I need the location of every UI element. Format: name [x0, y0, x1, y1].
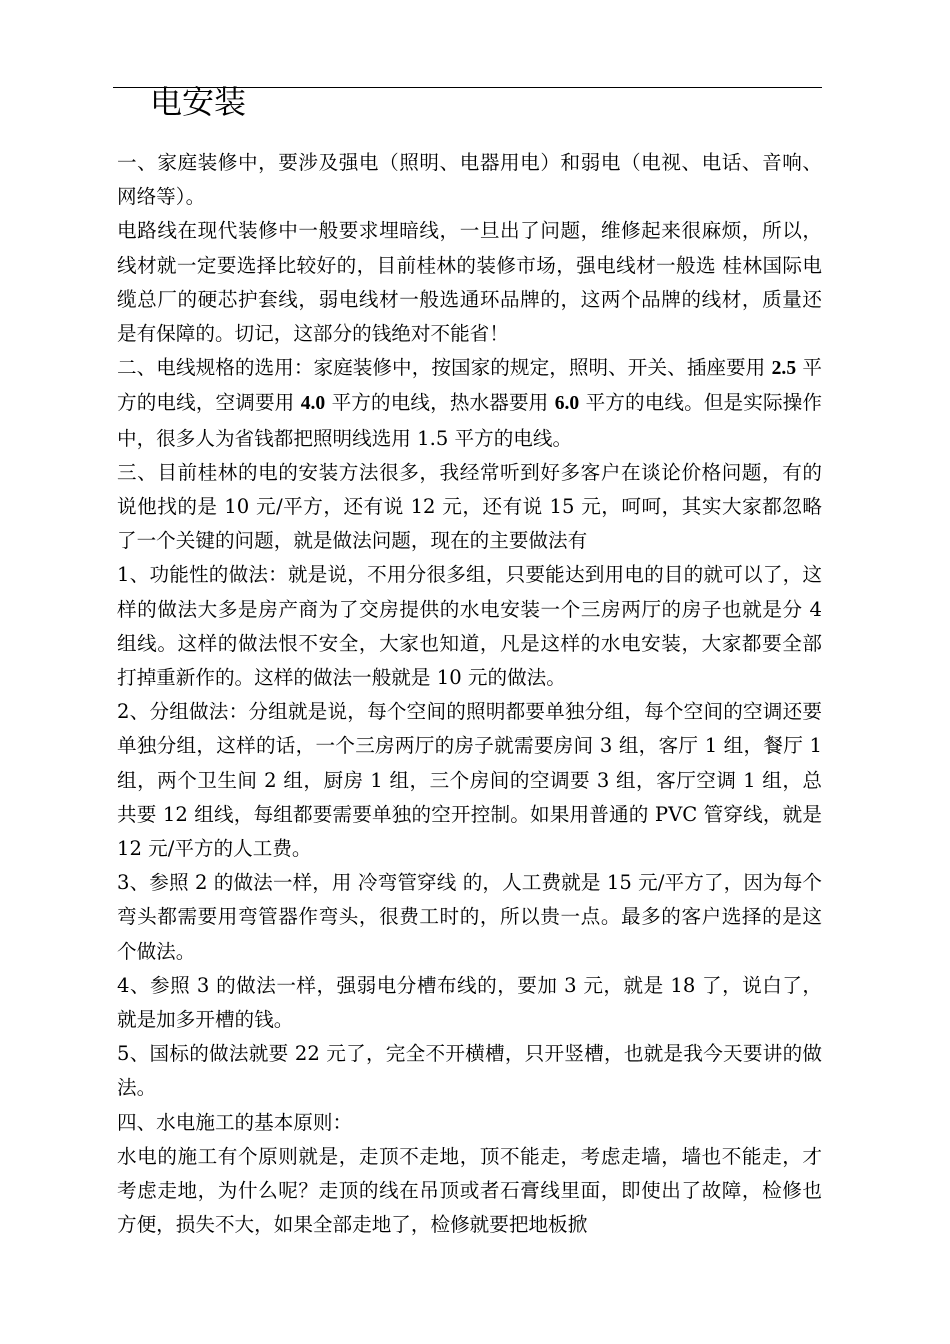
paragraph-7: 3、参照 2 的做法一样，用 冷弯管穿线 的，人工费就是 15 元/平方了，因为每个弯头都需要用弯管器作弯头，很费工时的，所以贵一点。最多的客户选择的是这个做法。: [117, 871, 822, 963]
wire-size-aircon: 4.0: [300, 393, 326, 415]
paragraph-3-text: 平方的电线，热水器要用: [325, 391, 555, 415]
paragraph-8: 4、参照 3 的做法一样，强弱电分槽布线的，要加 3 元，就是 18 了，说白了，就是加多开槽的钱。: [117, 973, 822, 1032]
page-title: 电安装: [150, 83, 247, 121]
paragraph-10: 四、水电施工的基本原则：: [117, 1110, 353, 1134]
paragraph-11: 水电的施工有个原则就是，走顶不走地，顶不能走，考虑走墙，墙也不能走，才考虑走地，为什么呢？走顶的线在吊顶或者石膏线里面，即使出了故障，检修也方便，损失不大，如果全部走地了，检修就要把地板掀: [117, 1144, 822, 1237]
paragraph-1: 一、家庭装修中，要涉及强电（照明、电器用电）和弱电（电视、电话、音响、网络等）。: [117, 151, 822, 209]
paragraph-3-text: 平方的电线。但是实际操作中，很多人为省钱都把照明线选用 1.5 平方的电线。: [117, 391, 822, 450]
paragraph-2: 电路线在现代装修中一般要求埋暗线，一旦出了问题，维修起来很麻烦，所以，线材就一定要选择比较好的，目前桂林的装修市场，强电线材一般选 桂林国际电缆总厂的硬芯护套线，弱电线材一般选通环品牌的，这两个品牌的线材，质量还是有保障的。切记，这部分的钱绝对不能省！: [117, 219, 822, 346]
paragraph-3: [117, 351, 822, 456]
paragraph-9: 5、国标的做法就要 22 元了，完全不开横槽，只开竖槽，也就是我今天要讲的做法。: [117, 1042, 822, 1100]
paragraph-3-text: 平方的电线，空调要用: [117, 356, 822, 415]
paragraph-4: 三、目前桂林的电的安装方法很多，我经常听到好多客户在谈论价格问题，有的说他找的是 10 元/平方，还有说 12 元，还有说 15 元，呵呵，其实大家都忽略了一个关键的问题，就是做法问题，现在的主要做法有: [117, 460, 822, 553]
paragraph-5: 1、功能性的做法：就是说，不用分很多组，只要能达到用电的目的就可以了，这样的做法大多是房产商为了交房提供的水电安装一个三房两厅的房子也就是分 4 组线。这样的做法恨不安全，大家也知道，凡是这样的水电安装，大家都要全部打掉重新作的。这样的做法一般就是 10 元的做法。: [117, 563, 822, 690]
wire-size-heater: 6.0: [554, 393, 580, 415]
wire-size-lighting: 2.5: [771, 358, 797, 380]
paragraph-6: 2、分组做法：分组就是说，每个空间的照明都要单独分组，每个空间的空调还要单独分组，这样的话，一个三房两厅的房子就需要房间 3 组，客厅 1 组，餐厅 1 组，两个卫生间 2 组，厨房 1 组，三个房间的空调要 3 组，客厅空调 1 组，总共要 12 组线，每组都要需要单独的空开控制。如果用普通的 PVC 管穿线，就是 12 元/平方的人工费。: [117, 700, 822, 861]
paragraph-3-text: 二、电线规格的选用：家庭装修中，按国家的规定，照明、开关、插座要用: [117, 356, 772, 380]
document-body: [117, 146, 822, 1243]
